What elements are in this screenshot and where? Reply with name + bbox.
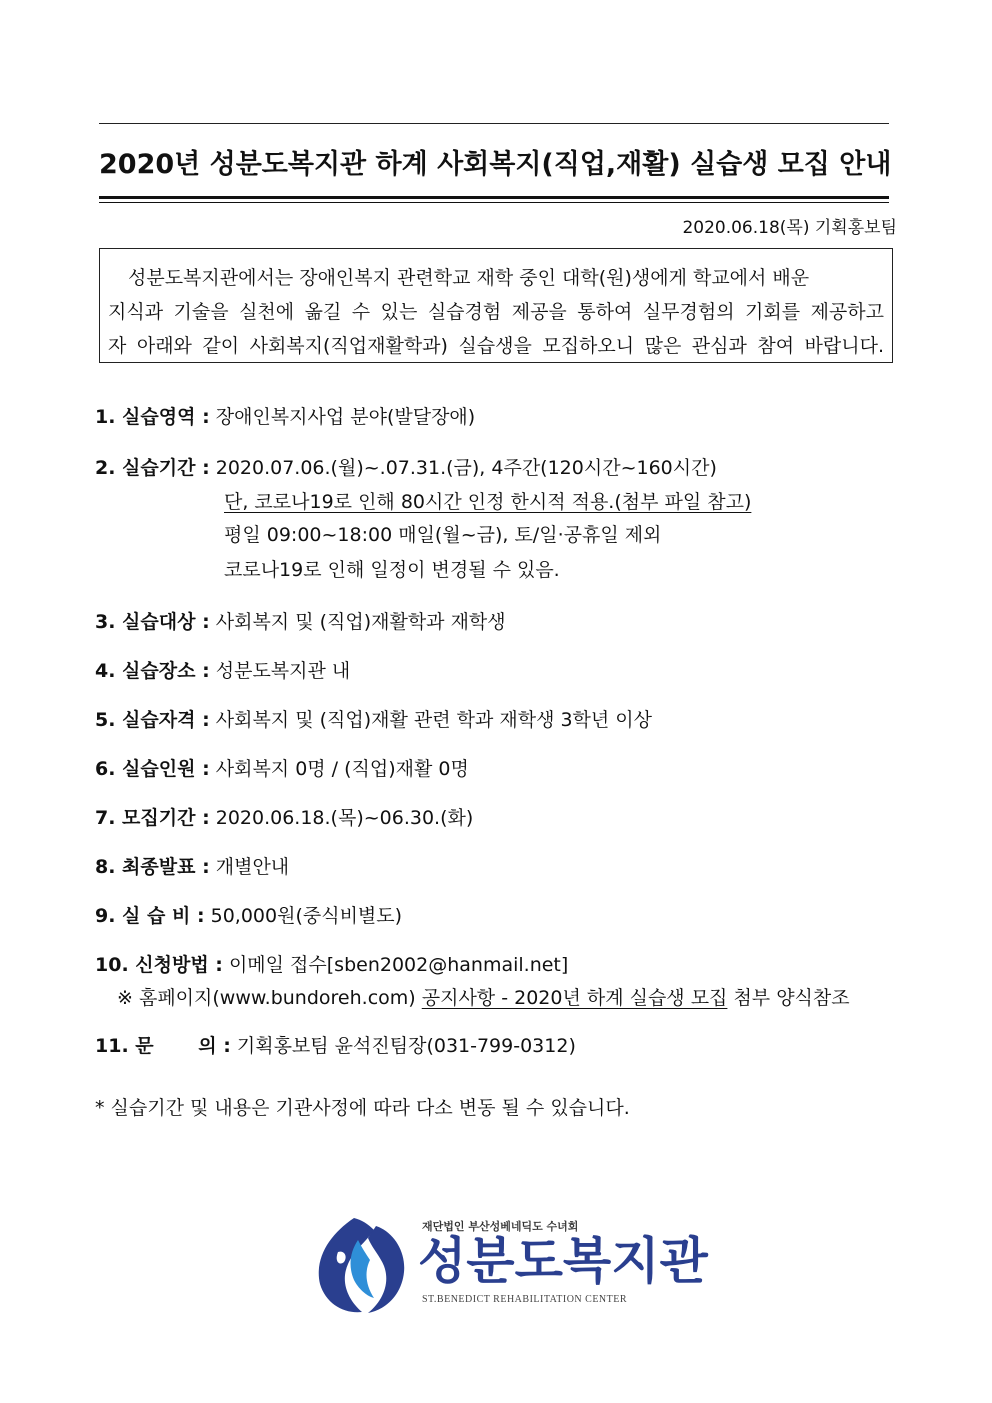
org-logo <box>314 1212 708 1317</box>
item-label: 1. 실습영역 : <box>95 406 210 428</box>
period-note-change: 코로나19로 인해 일정이 변경될 수 있음. <box>224 559 560 581</box>
item-value: 이메일 접수[sben2002@hanmail.net] <box>228 954 569 976</box>
item-announcement <box>95 852 289 879</box>
notice-link[interactable]: 공지사항 - 2020년 하계 실습생 모집 <box>421 987 728 1009</box>
item-label: 5. 실습자격 : <box>95 709 210 731</box>
item-target <box>95 607 506 634</box>
item-value: 사회복지 및 (직업)재활학과 재학생 <box>215 611 506 633</box>
item-value: 2020.06.18.(목)~06.30.(화) <box>215 807 474 829</box>
item-practice-area <box>95 402 475 429</box>
item-recruit-period <box>95 803 473 830</box>
logo-english: ST.BENEDICT REHABILITATION CENTER <box>422 1294 628 1305</box>
intro-line: 지식과 기술을 실천에 옮길 수 있는 실습경험 제공을 통하여 실무경험의 기회를 제공하고 <box>108 301 884 323</box>
item-value: 50,000원(중식비별도) <box>210 905 403 927</box>
footnote: * 실습기간 및 내용은 기관사정에 따라 다소 변동 될 수 있습니다. <box>95 1097 630 1119</box>
intro-box <box>99 248 893 363</box>
note-suffix: 첨부 양식참조 <box>733 987 850 1009</box>
item-label: 9. 실 습 비 : <box>95 905 205 927</box>
intro-line: 자 아래와 같이 사회복지(직업재활학과) 실습생을 모집하오니 많은 관심과 참여 바랍니다. <box>108 335 884 357</box>
title-double-rule-thick <box>99 196 889 199</box>
item-label: 6. 실습인원 : <box>95 758 210 780</box>
title-double-rule-thin <box>99 202 889 203</box>
period-note-covid: 단, 코로나19로 인해 80시간 인정 한시적 적용.(첨부 파일 참고) <box>224 491 752 513</box>
item-label: 4. 실습장소 : <box>95 660 210 682</box>
item-value: 2020.07.06.(월)~.07.31.(금), 4주간(120시간~160시간) <box>215 457 717 479</box>
intro-line: 성분도복지관에서는 장애인복지 관련학교 재학 중인 대학(원)생에게 학교에서 배운 <box>128 267 810 289</box>
item-value: 사회복지 및 (직업)재활 관련 학과 재학생 3학년 이상 <box>215 709 653 731</box>
item-label: 7. 모집기간 : <box>95 807 210 829</box>
item-value: 성분도복지관 내 <box>215 660 351 682</box>
item-value: 장애인복지사업 분야(발달장애) <box>215 406 476 428</box>
item-application <box>95 950 568 977</box>
logo-org: 재단법인 부산성베네딕도 수녀회 <box>422 1220 579 1233</box>
item-location <box>95 656 350 683</box>
period-note-hours: 평일 09:00~18:00 매일(월~금), 토/일·공휴일 제외 <box>224 524 662 546</box>
item-label: 8. 최종발표 : <box>95 856 210 878</box>
item-practice-period <box>95 453 717 480</box>
item-inquiry <box>95 1031 576 1058</box>
item-value: 사회복지 0명 / (직업)재활 0명 <box>215 758 469 780</box>
item-label: 11. 문 의 : <box>95 1035 231 1057</box>
logo-name: 성분도복지관 <box>418 1232 708 1290</box>
item-value: 기획홍보팀 윤석진팀장(031-799-0312) <box>236 1035 576 1057</box>
item-headcount <box>95 754 469 781</box>
item-fee <box>95 901 402 928</box>
item-value: 개별안내 <box>215 856 290 878</box>
issue-date: 2020.06.18(목) 기획홍보팀 <box>682 218 897 238</box>
note-prefix: ※ 홈페이지(www.bundoreh.com) <box>117 987 416 1009</box>
top-rule <box>99 123 889 124</box>
item-qualification <box>95 705 652 732</box>
item-label: 3. 실습대상 : <box>95 611 210 633</box>
item-label: 2. 실습기간 : <box>95 457 210 479</box>
application-note <box>117 983 850 1010</box>
page-title: 2020년 성분도복지관 하계 사회복지(직업,재활) 실습생 모집 안내 <box>99 149 892 180</box>
item-label: 10. 신청방법 : <box>95 954 223 976</box>
